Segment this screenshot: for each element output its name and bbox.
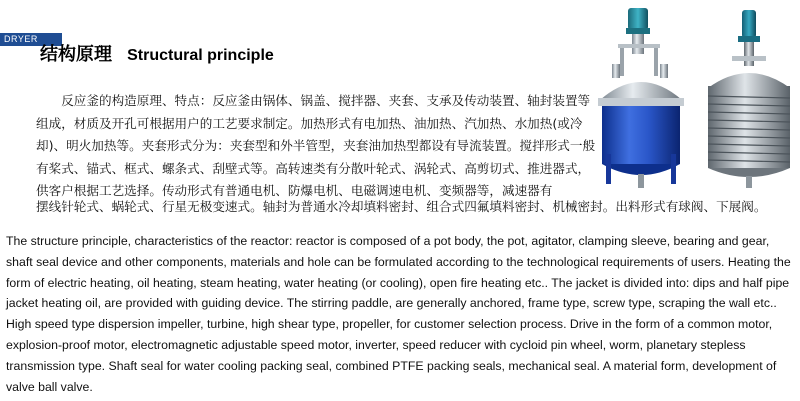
title-en: Structural principle	[127, 47, 274, 64]
reactor-image-blue	[592, 4, 690, 190]
reactor-image-steel	[702, 4, 798, 190]
brand-tag: DRYER	[0, 33, 62, 46]
cn-paragraph: 反应釜的构造原理、特点：反应釜由锅体、锅盖、搅拌器、夹套、支承及传动装置、轴封装置等组成，材质及开孔可根据用户的工艺要求制定。加热形式有电加热、油加热、汽加热、水加热(或冷却)、明火加热等。夹套形式分为：夹套型和外半管型，夹套油加热型都设有导流装置。搅拌形式一般有桨式、锚式、框式、螺条式、刮壁式等。高转速类有分散叶轮式、涡轮式、高剪切式、推进器式，供客户根据工艺选择。传动形式有普通电机、防爆电机、电磁调速电机、变频器等，减速器有	[36, 93, 596, 198]
en-paragraph: The structure principle, characteristics of the reactor: reactor is composed of a pot body, the pot, agitator, clamping sleeve, bearing and gear, shaft seal device and other components, materials and hole can be formulated according to the technological requirements of users. Heating the form of electric heating, oil heating, steam heating, water heating (or cooling), open fire heating etc.. The jacket is divided into: dips and half pipe jacket heating oil, are provided with guiding device. The stirring paddle, are generally anchored, frame type, screw type, scraping the wall etc.. High speed type dispersion impeller, turbine, high shear type, propeller, for customer selection process. Drive in the form of a common motor, explosion-proof motor, electromagnetic adjustable speed motor, inverter, speed reducer with cycloid pin wheel, worm, planetary stepless transmission type. Shaft seal for water cooling packing seal, combined PTFE packing seals, mechanical seal. A material form, development of valve ball valve.	[6, 234, 791, 394]
title-cn: 结构原理	[40, 44, 112, 65]
cn-paragraph-tail: 摆线针轮式、蜗轮式、行星无极变速式。轴封为普通水冷却填料密封、组合式四氟填料密封、机械密封。出料形式有球阀、下展阀。	[36, 199, 767, 214]
section-title	[40, 40, 274, 66]
